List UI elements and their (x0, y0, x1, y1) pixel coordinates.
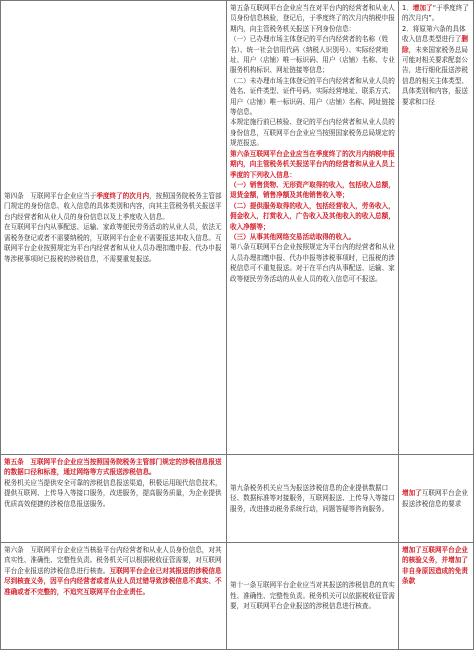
note-cell (399, 543, 474, 650)
highlighted-text: 增加了 (412, 4, 433, 12)
highlighted-text: 第六条互联网平台企业应当在季度终了的次月内纳税申报期内，向主管税务机关报送平台内的经营者和从业人员上季度的下列收入信息： (230, 149, 395, 179)
body-text: 2．将原第六条的具体收入信息类型进行了 (402, 24, 466, 44)
highlighted-text: 增加了 (402, 489, 422, 498)
body-text: 在互联网平台内从事配送、运输、家政等便民劳务活动的从业人员，依法无需税务登记或者不需要纳税的，互联网平台企业不需要报送其收入信息。互联网平台企业按照规定为平台内经营者和从业人员办理扣缴申报、代办申报等涉税事项时已报税的涉税信息，不需要重复报送。 (4, 223, 222, 263)
body-text: “于季度终了的次月内”。 (402, 4, 469, 23)
highlighted-text: （二）提供服务取得的收入，包括经营收入，劳务收入，佣金收入，打赏收入，广告收入及其他收入的收入总额，收入净额等； (230, 201, 395, 231)
body-text: （一）已办理市场主体登记的平台内经营者的名称（姓名）、统一社会信用代码（纳税人识别号）、实际经营地址、用户（店铺）唯一标识码、用户（店铺）名称、专业服务机构标识、网址链接等信息； (230, 35, 395, 75)
old-article-cell (1, 1, 227, 455)
body-text: （二）未办理市场主体登记的平台内经营者和从业人员的姓名、证件类型、证件号码、实际经营地址、联系方式、用户（店铺）唯一标识码、用户（店铺）名称、网址链接等信息。 (230, 76, 395, 117)
body-text: 本规定施行前已核验、登记的平台内经营者和从业人员的身份信息，互联网平台企业应当按照国家税务总局规定的规范报送。 (230, 118, 395, 148)
new-article-text (230, 483, 395, 514)
body-text: 第八条互联网平台企业按照规定为平台内的经营者和从业人员办理扣缴申报、代办申报等涉税事项时，已报税的涉税信息可不重复报送。对于在平台内从事配送、运输、家政等便民劳务活动的从业人员的收入信息可不报送。 (230, 243, 395, 283)
table-row (1, 1, 474, 455)
body-text: 第四条 互联网平台企业应当于 (4, 192, 97, 201)
change-note (402, 3, 470, 107)
change-note (402, 545, 470, 587)
note-cell (399, 455, 474, 543)
highlighted-text: 删除 (402, 35, 468, 54)
table-row (1, 455, 474, 543)
highlighted-text: （一）销售货物、无形资产取得的收入，包括收入总额，退货金额，销售净额及其他销售收入等； (230, 180, 395, 200)
old-article-text (4, 191, 223, 264)
table-row (1, 543, 474, 650)
new-article-cell (227, 1, 399, 455)
old-article-cell (1, 543, 227, 650)
body-text: 第六条 互联网平台企业应当核验平台内经营者和从业人员身份信息，对其真实性、准确性、完整性负责。税务机关可以根据税收征管需要，对互联网平台企业报送的涉税信息进行核查。 (4, 546, 222, 575)
new-article-cell (227, 455, 399, 543)
highlighted-text: 季度终了的次月内 (96, 192, 150, 201)
body-text: 互联网平台企业报送涉税信息的要求 (402, 489, 468, 508)
old-article-text (4, 545, 223, 597)
highlighted-text: 互联网平台企业已对其报送的涉税信息尽到核查义务，因平台内经营者或者从业人员过错导致涉税信息不真实、不准确或者不完整的，不追究互联网平台企业责任。 (4, 566, 222, 596)
highlighted-text: 增加了非自身原因造成的免责条款 (402, 556, 468, 586)
highlighted-text: 增加了互联网平台企业的核验义务，并 (402, 546, 468, 565)
old-article-text (4, 457, 223, 509)
body-text: ，未来国家税务总局可能对相关要求配套公告，进行细化报送涉税信息的相关主体类型、具体类别和内容，报送要求和口径 (402, 45, 468, 106)
body-text: 第五条互联网平台企业应当在对平台内的经营者和从业人员身份信息核验，登记后，于季度终了的次月内纳税申报期内，向主管税务机关报送下列身份信息： (230, 4, 395, 33)
body-text: 第十一条互联网平台企业应当对其报送的涉税信息的真实性、准确性、完整性负责。税务机关可以依据税收征管需要，对互联网平台企业报送的涉税信息进行核查。 (230, 581, 395, 611)
highlighted-text: （三）从事其他网络交易活动取得的收入。 (230, 232, 356, 241)
highlighted-text: 第五条 互联网平台企业应当按照国务院税务主管部门规定的涉税信息报送的数据口径和标准，通过网络等方式报送涉税信息。 (4, 458, 222, 477)
change-note (402, 488, 470, 509)
old-article-cell (1, 455, 227, 543)
body-text: 税务机关应当提供安全可靠的涉税信息报送渠道，积极运用现代信息技术，提供互联网、上传导入等接口服务，改进服务，提高服务质量，为企业提供优质高效便捷的涉税信息报送服务。 (4, 478, 222, 508)
body-text: 1． (402, 4, 413, 12)
body-text: 第九条税务机关应当为报送涉税信息的企业提供数据口径、数据标准等对接服务，互联网报送、上传导入等接口服务，改进推动税务系统行动，问题答疑等咨询服务。 (230, 483, 395, 513)
new-article-text (230, 580, 395, 611)
new-article-cell (227, 543, 399, 650)
new-article-text (230, 3, 395, 284)
body-text: ，按照国务院税务主管部门规定的身份信息、收入信息的具体类别和内容，向其主管税务机关报送平台内经营者和从业人员的身份信息以及上季度收入信息。 (4, 192, 222, 221)
note-cell (399, 1, 474, 455)
